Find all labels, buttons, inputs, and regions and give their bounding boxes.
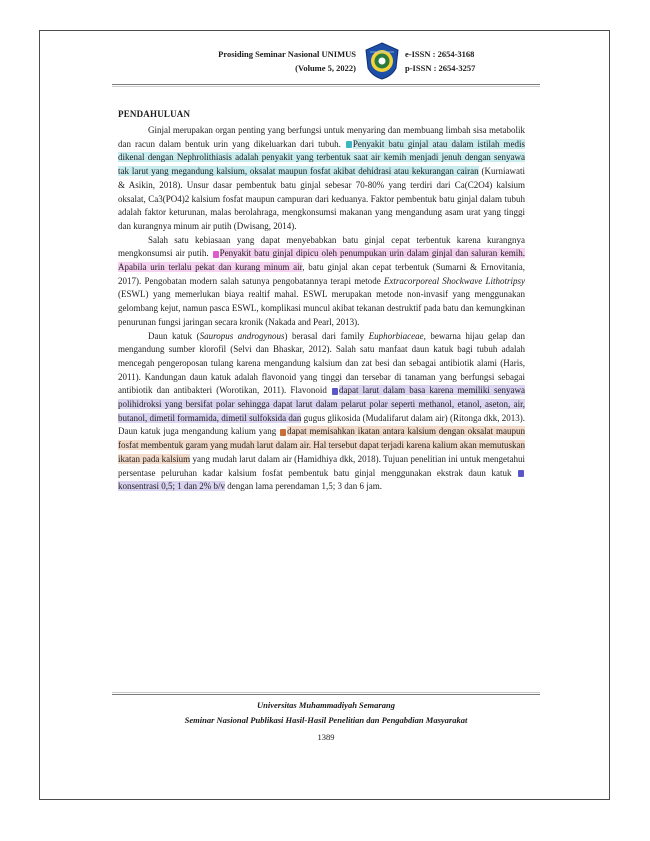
text-run: , bewarna hijau gelap dan mengandung sumber klorofil (Selvi dan Bhaskar, 2012). Salah satu manfaat daun katuk bagi tubuh adalah mencegah pengeroposan tulang karena mengandung kalsium dan zat besi dan sebagai antibiotik alami (Haris, 2011). Kandungan daun katuk adalah flavonoid yang tinggi dan tersebar di tanaman yang berfungsi sebagai antibiotik dan antibakteri (Worotikan, 2011). Flavonoid bbox=[118, 330, 525, 396]
text-run: Salah satu kebiasaan yang dapat menyebabkan batu ginjal cepat terbentuk karena kurangnya mengkonsumsi air putih. bbox=[118, 234, 525, 259]
header-divider bbox=[112, 84, 540, 85]
footer-university: Universitas Muhammadiyah Semarang bbox=[257, 700, 395, 710]
text-run: yang mudah larut dalam air (Hamidhiya dkk, 2018). Tujuan penelitian ini untuk mengetahui persentase peluruhan kadar kalsium fosfat pembentuk batu ginjal menggunakan ekstrak daun katuk bbox=[118, 453, 525, 478]
e-issn: e-ISSN : 2654-3168 bbox=[405, 49, 475, 59]
paragraph-2 bbox=[118, 234, 525, 330]
footer-seminar: Seminar Nasional Publikasi Hasil-Hasil Penelitian dan Pengabdian Masyarakat bbox=[184, 715, 468, 725]
annotation-marker-icon[interactable] bbox=[213, 251, 219, 258]
annotation-marker-icon[interactable] bbox=[346, 141, 352, 148]
text-run: (Kurniawati & Asikin, 2018). Unsur dasar pembentuk batu ginjal sebesar 70-80% yang terdiri dari Ca(C2O4) kalsium oksalat, Ca3(PO4)2 kalsium fosfat maupun campuran dari keduanya. Faktor pembentuk batu ginjal dalam tubuh adalah faktor keturunan, malas berolahraga, mengkonsumsi makanan yang mengandung asam urat yang tinggi dan kurangnya minum air putih (Dwisang, 2014). bbox=[118, 166, 525, 231]
highlight-pink[interactable]: Penyakit batu ginjal dipicu oleh penumpukan urin dalam ginjal dan saluran kemih. Apabila urin terlalu pekat dan kurang minum air bbox=[118, 248, 525, 273]
text-run: (ESWL) yang memerlukan biaya realtif mahal. ESWL merupakan metode non-invasif yang menggunakan gelombang kejut, namun pasca ESWL, komplikasi muncul akibat tekanan destruktif pada batu dan kemungkinan penurunan fungsi jaringan secara kronik (Nakada and Pearl, 2013). bbox=[118, 289, 525, 327]
highlight-cyan[interactable]: Penyakit batu ginjal atau dalam istilah medis dikenal dengan Nephrolithiasis adalah penyakit yang terbentuk saat air kemih menjadi jenuh dengan senyawa tak larut yang megandung kalsium, oksalat maupun fosfat akibat dehidrasi atau kekurangan cairan bbox=[118, 138, 525, 177]
journal-header-left bbox=[186, 47, 356, 75]
section-heading: PENDAHULUAN bbox=[118, 109, 191, 119]
body-text bbox=[118, 124, 525, 494]
footer-divider-secondary bbox=[112, 694, 540, 695]
paragraph-3 bbox=[118, 330, 525, 494]
italic-term: Extracorporeal Shockwave Lithotripsy bbox=[383, 275, 526, 286]
annotation-marker-icon[interactable] bbox=[280, 429, 286, 436]
highlight-peach[interactable]: dapat memisahkan ikatan antara kalsium dengan oksalat maupun fosfat membentuk garam yang mudah larut dalam air. Hal tersebut dapat terjadi karena kalium akan memutuskan ikatan pada kalsium bbox=[118, 426, 525, 464]
highlight-violet[interactable]: konsentrasi 0,5; 1 dan 2% b/v bbox=[118, 481, 225, 492]
paragraph-1 bbox=[118, 124, 525, 234]
text-run: ) berasal dari family bbox=[284, 330, 369, 341]
text-run: Daun katuk ( bbox=[148, 330, 200, 341]
journal-volume: (Volume 5, 2022) bbox=[295, 63, 356, 73]
italic-term: Sauropus androgynous bbox=[199, 330, 285, 341]
journal-header-right bbox=[405, 47, 525, 75]
text-run: gugus glikosida (Mudalifarut dalam air) (Ritonga dkk, 2013). Daun katuk juga mengandung kalium yang bbox=[118, 412, 525, 437]
header-divider-secondary bbox=[112, 86, 540, 87]
highlight-violet[interactable]: dapat larut dalam basa karena memiliki senyawa polihidroksi yang bersifat polar sehingga dapat larut dalam pelarut polar seperti methanol, etanol, aseton, air, butanol, dimetil formamida, dimetil sulfoksida dan bbox=[118, 385, 525, 423]
page-number: 1389 bbox=[317, 732, 335, 742]
annotation-marker-icon[interactable] bbox=[332, 388, 338, 395]
annotation-marker-icon[interactable] bbox=[518, 470, 524, 477]
text-run: dengan lama perendaman 1,5; 3 dan 6 jam. bbox=[225, 481, 382, 492]
text-run: Ginjal merupakan organ penting yang berfungsi untuk menyaring dan membuang limbah sisa metabolik dan racun dalam bentuk urin yang dikeluarkan dari tubuh. bbox=[118, 125, 525, 149]
journal-title: Prosiding Seminar Nasional UNIMUS bbox=[218, 49, 356, 59]
text-run: , batu ginjal akan cepat terbentuk (Sumarni & Ernovitania, 2017). Pengobatan modern salah satunya pengobatannya terapi metode bbox=[118, 262, 526, 286]
p-issn: p-ISSN : 2654-3257 bbox=[405, 63, 476, 73]
footer-divider bbox=[112, 692, 540, 693]
italic-term: Euphorbiaceae bbox=[368, 330, 424, 341]
unimus-seal-icon bbox=[364, 42, 400, 80]
